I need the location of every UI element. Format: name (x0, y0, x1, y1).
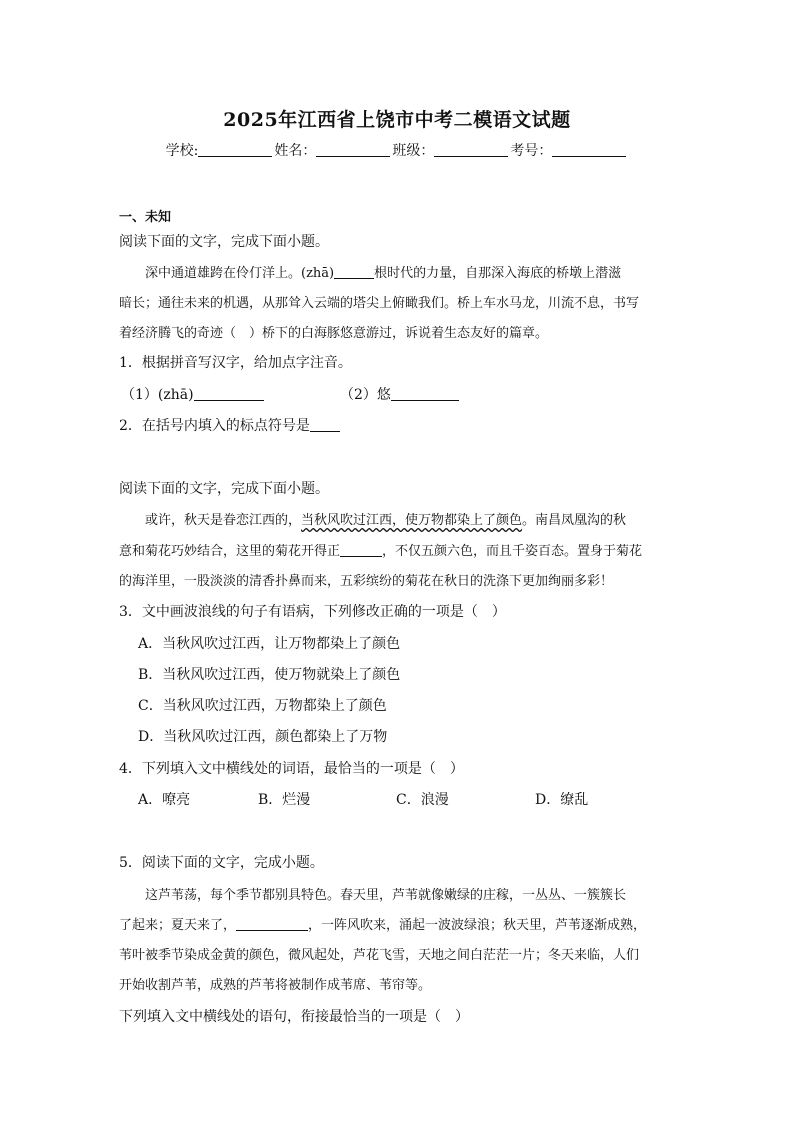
number-blank[interactable] (552, 142, 626, 157)
fill-blank[interactable] (334, 265, 374, 279)
passage1-line1-b: 根时代的力量，自那深入海底的桥墩上潜滋 (374, 266, 622, 281)
section1-intro: 阅读下面的文字，完成下面小题。 (119, 234, 329, 250)
passage2-line3: 的海洋里，一股淡淡的清香扑鼻而来，五彩缤纷的菊花在秋日的洗涤下更加绚丽多彩！ (119, 574, 614, 589)
passage2-line2-b: ，不仅五颜六色，而且千姿百态。置身于菊花 (382, 544, 643, 559)
question-3: 3．文中画波浪线的句子有语病，下列修改正确的一项是（ ） (119, 604, 506, 620)
q3-option-d[interactable]: D．当秋风吹过江西，颜色都染上了万物 (138, 729, 388, 745)
question-2 (119, 415, 340, 435)
passage2-line1 (145, 509, 705, 528)
passage2-line2 (119, 540, 679, 559)
question-1: 1．根据拼音写汉字，给加点字注音。 (119, 355, 352, 371)
question-1b (340, 384, 459, 404)
school-blank[interactable] (198, 142, 272, 157)
passage2-line1-a: 或许，秋天是眷恋江西的， (145, 513, 302, 528)
question-5-stem: 下列填入文中横线处的语句，衔接最恰当的一项是（ ） (119, 1009, 469, 1025)
question-1a (121, 384, 264, 404)
passage2-line1-b: 。南昌凤凰沟的秋 (522, 513, 627, 528)
number-label: 考号： (510, 143, 553, 159)
student-info-line (0, 140, 794, 160)
fill-blank[interactable] (236, 917, 308, 931)
q3-option-b[interactable]: B．当秋风吹过江西，使万物就染上了颜色 (138, 667, 401, 683)
question-5: 5．阅读下面的文字，完成小题。 (119, 855, 324, 871)
name-label: 姓名： (274, 143, 317, 159)
q4-option-d[interactable]: D．缭乱 (535, 792, 589, 808)
passage3-line1: 这芦苇荡，每个季节都别具特色。春天里，芦苇就像嫩绿的庄稼，一丛丛、一簇簇长 (145, 888, 627, 903)
school-label: 学校: (165, 143, 199, 159)
page-title: 2025年江西省上饶市中考二模语文试题 (223, 109, 571, 131)
passage3-line3: 苇叶被季节染成金黄的颜色，微风起处，芦花飞雪，天地之间白茫茫一片；冬天来临，人们 (119, 948, 640, 963)
answer-blank[interactable] (310, 418, 340, 432)
name-blank[interactable] (316, 142, 390, 157)
class-label: 班级： (392, 143, 435, 159)
passage1-line3: 着经济腾飞的奇迹（ ）桥下的白海豚悠意游过，诉说着生态友好的篇章。 (119, 326, 549, 341)
passage2-line2-a: 意和菊花巧妙结合，这里的菊花开得正 (119, 544, 341, 559)
question-1b-label: （2）悠 (340, 387, 391, 403)
answer-blank[interactable] (194, 387, 264, 401)
question-1a-label: （1）(zhā) (121, 387, 194, 403)
q4-option-b[interactable]: B．烂漫 (258, 792, 311, 808)
answer-blank[interactable] (391, 387, 459, 401)
wavy-underlined-sentence: 当秋风吹过江西，使万物都染上了颜色 (301, 513, 523, 528)
section-heading: 一、未知 (119, 210, 172, 225)
q4-option-a[interactable]: A．嘹亮 (138, 792, 191, 808)
passage3-line2 (119, 914, 679, 933)
passage3-line2-a: 了起来；夏天来了， (119, 918, 237, 933)
q3-option-a[interactable]: A．当秋风吹过江西，让万物都染上了颜色 (138, 636, 401, 652)
class-blank[interactable] (434, 142, 508, 157)
passage3-line2-b: ，一阵风吹来，涌起一波波绿浪；秋天里，芦苇逐渐成熟， (308, 918, 647, 933)
passage1-line2: 暗长；通往未来的机遇，从那耸入云端的塔尖上俯瞰我们。桥上车水马龙，川流不息，书写 (119, 296, 640, 311)
question-2-label: 2．在括号内填入的标点符号是 (119, 418, 310, 434)
passage1-line1-a: 深中通道雄跨在伶仃洋上。(zhā) (145, 266, 335, 281)
fill-blank[interactable] (340, 543, 382, 557)
passage1-line1 (145, 262, 705, 281)
q3-option-c[interactable]: C．当秋风吹过江西，万物都染上了颜色 (138, 698, 387, 714)
question-4: 4．下列填入文中横线处的词语，最恰当的一项是（ ） (119, 761, 464, 777)
section2-intro: 阅读下面的文字，完成下面小题。 (119, 481, 329, 497)
q4-option-c[interactable]: C．浪漫 (396, 792, 449, 808)
passage3-line4: 开始收割芦苇，成熟的芦苇将被制作成苇席、苇帘等。 (119, 978, 432, 993)
